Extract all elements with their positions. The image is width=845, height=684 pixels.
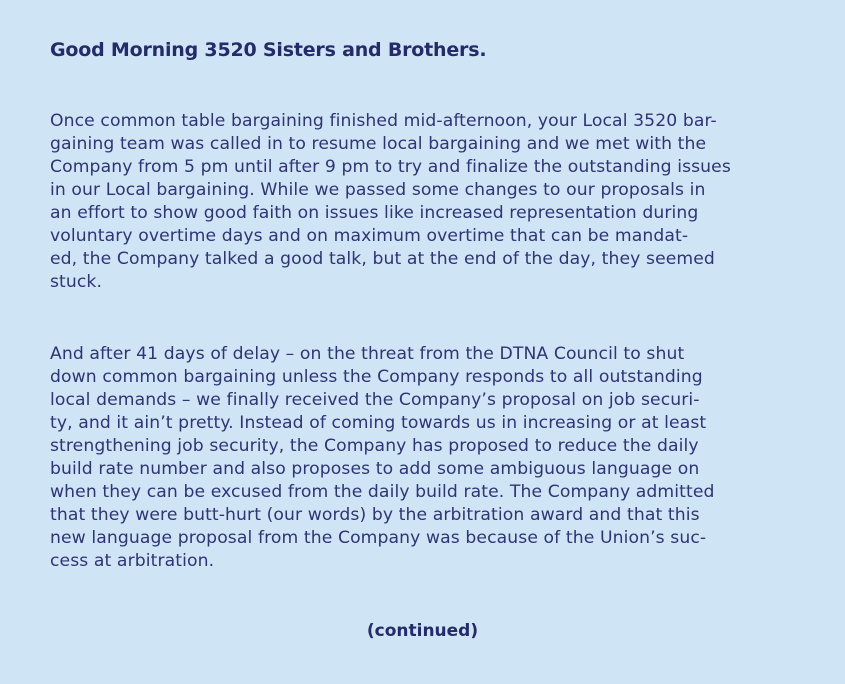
paragraph-line: when they can be excused from the daily build rate. The Company admitted (50, 482, 715, 502)
paragraph-line: voluntary overtime days and on maximum overtime that can be mandat- (50, 226, 689, 246)
paragraph-line: local demands – we finally received the Company’s proposal on job securi- (50, 390, 700, 410)
continued-label: (continued) (366, 621, 479, 641)
paragraph-line: down common bargaining unless the Company responds to all outstanding (50, 367, 703, 387)
paragraph-local-bargaining (50, 110, 810, 294)
paragraph-line: ty, and it ain’t pretty. Instead of coming towards us in increasing or at least (50, 413, 707, 433)
paragraph-line: ed, the Company talked a good talk, but at the end of the day, they seemed (50, 249, 715, 269)
paragraph-line: strengthening job security, the Company has proposed to reduce the daily (50, 436, 699, 456)
paragraph-line: new language proposal from the Company was because of the Union’s suc- (50, 528, 707, 548)
paragraph-line: Company from 5 pm until after 9 pm to try and finalize the outstanding issues (50, 157, 731, 177)
paragraph-line: an effort to show good faith on issues like increased representation during (50, 203, 699, 223)
paragraph-line: Once common table bargaining finished mid-afternoon, your Local 3520 bar- (50, 111, 717, 131)
paragraph-line: stuck. (50, 272, 103, 292)
paragraph-line: gaining team was called in to resume local bargaining and we met with the (50, 134, 707, 154)
paragraph-line: And after 41 days of delay – on the threat from the DTNA Council to shut (50, 344, 685, 364)
paragraph-job-security (50, 343, 810, 573)
document-page (50, 0, 810, 684)
paragraph-line: that they were butt-hurt (our words) by the arbitration award and that this (50, 505, 700, 525)
greeting-heading: Good Morning 3520 Sisters and Brothers. (50, 39, 487, 61)
paragraph-line: in our Local bargaining. While we passed some changes to our proposals in (50, 180, 706, 200)
paragraph-line: cess at arbitration. (50, 551, 215, 571)
paragraph-line: build rate number and also proposes to add some ambiguous language on (50, 459, 700, 479)
